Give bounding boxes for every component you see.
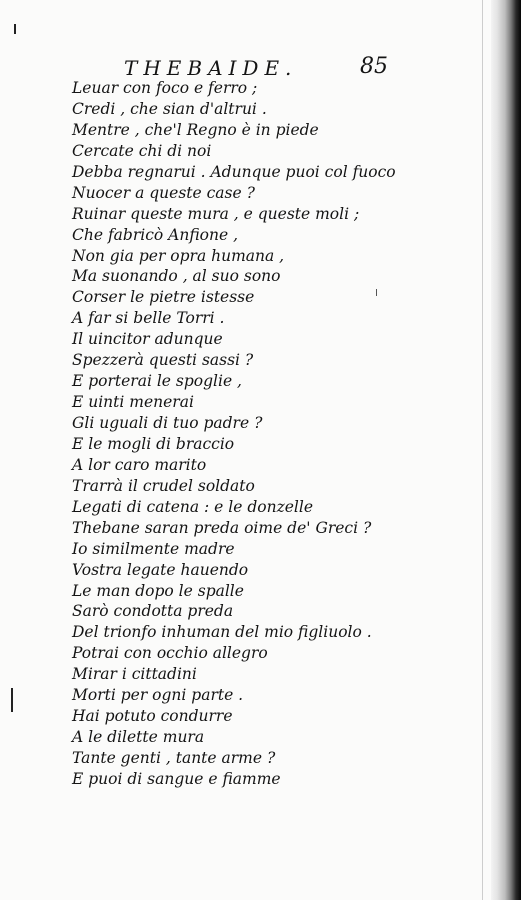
verse-line: Mirar i cittadini <box>72 665 197 684</box>
verse-line: Nuocer a queste case ? <box>72 183 255 202</box>
verse-line: Ruinar queste mura , e queste moli ; <box>72 204 360 223</box>
verse-line: A le dilette mura <box>72 728 205 747</box>
verse-line: Credi , che sian d'altrui . <box>72 99 267 118</box>
verse-line: Trarrà il crudel soldato <box>72 476 255 495</box>
verse-line: Potrai con occhio allegro <box>72 644 268 663</box>
verse-line: E le mogli di braccio <box>72 434 235 453</box>
verse-line: Mentre , che'l Regno è in piede <box>72 120 319 139</box>
verse-line: Thebane saran preda oime de' Greci ? <box>72 518 372 537</box>
verse-line: Spezzerà questi sassi ? <box>72 351 254 370</box>
verse-line: E uinti menerai <box>72 393 194 412</box>
verse-line: Hai potuto condurre <box>72 707 233 726</box>
page-number: 85 <box>360 54 388 79</box>
verse-line: Leuar con foco e ferro ; <box>72 79 258 97</box>
verse-line: Gli uguali di tuo padre ? <box>72 414 263 432</box>
verse-line: Non gia per opra humana , <box>72 246 285 265</box>
page-edge-shadow <box>491 0 521 900</box>
verse-line: Il uincitor adunque <box>72 330 223 349</box>
verse-line: Le man dopo le spalle <box>72 581 244 600</box>
verse-line: A far si belle Torri . <box>72 309 225 328</box>
margin-mark <box>14 24 16 34</box>
verse-line: A lor caro marito <box>72 455 207 474</box>
verse-line: Corser le pietre istesse <box>72 288 255 307</box>
verse-line: Del trionfo inhuman del mio figliuolo . <box>72 623 372 642</box>
verse-line: E puoi di sangue e fiamme <box>72 769 281 788</box>
verse-line: Sarò condotta preda <box>72 602 234 621</box>
verse-line: Morti per ogni parte . <box>72 686 244 705</box>
verse-line: Debba regnarui . Adunque puoi col fuoco <box>72 162 396 181</box>
verse-line: Tante genti , tante arme ? <box>72 749 276 767</box>
verse-line: E porterai le spoglie , <box>72 372 242 391</box>
verse-line: Io similmente madre <box>72 539 235 558</box>
verse-line: Ma suonando , al suo sono <box>72 267 281 286</box>
verse-list <box>72 78 432 790</box>
verse-line: Cercate chi di noi <box>72 141 212 160</box>
verse-line: Vostra legate hauendo <box>72 560 249 579</box>
gutter-shadow <box>482 0 483 900</box>
margin-mark <box>11 688 13 712</box>
running-title: THEBAIDE. <box>124 56 298 80</box>
verse-line: Legati di catena : e le donzelle <box>72 497 313 516</box>
verse-line: Che fabricò Anfione , <box>72 225 239 244</box>
